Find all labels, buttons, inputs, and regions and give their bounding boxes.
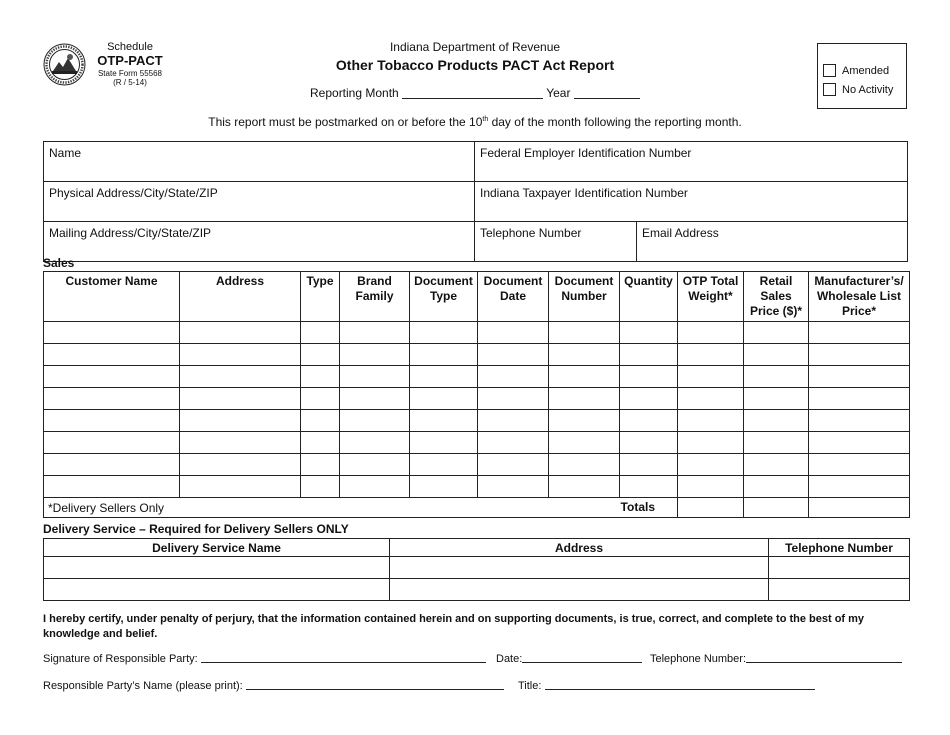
sales-cell[interactable] xyxy=(44,410,180,432)
col-otp-total-weight: OTP Total Weight* xyxy=(678,272,744,322)
title-field[interactable] xyxy=(545,679,815,690)
date-line xyxy=(496,652,642,665)
sales-footer-row xyxy=(44,498,910,518)
col-delivery-service-name: Delivery Service Name xyxy=(44,539,390,557)
sales-cell[interactable] xyxy=(809,432,910,454)
table-row xyxy=(44,410,910,432)
sales-cell[interactable] xyxy=(340,322,410,344)
sales-cell[interactable] xyxy=(809,454,910,476)
sales-cell[interactable] xyxy=(301,344,340,366)
sales-cell[interactable] xyxy=(678,410,744,432)
sales-cell[interactable] xyxy=(744,454,809,476)
sales-cell[interactable] xyxy=(44,322,180,344)
totals-label: Totals xyxy=(620,500,655,514)
col-document-type: Document Type xyxy=(410,272,478,322)
name-field[interactable] xyxy=(44,142,475,182)
sales-cell[interactable] xyxy=(549,454,620,476)
sales-cell[interactable] xyxy=(478,410,549,432)
amended-checkbox[interactable] xyxy=(823,64,836,77)
sales-cell[interactable] xyxy=(809,410,910,432)
sales-cell[interactable] xyxy=(44,454,180,476)
cert-telephone-label: Telephone Number: xyxy=(650,653,747,665)
sales-cell[interactable] xyxy=(744,410,809,432)
state-seal-icon xyxy=(43,43,86,86)
sales-cell[interactable] xyxy=(620,454,678,476)
delivery-name-cell[interactable] xyxy=(44,579,390,601)
sales-cell[interactable] xyxy=(301,476,340,498)
sales-cell[interactable] xyxy=(549,476,620,498)
sales-cell[interactable] xyxy=(809,344,910,366)
sales-cell[interactable] xyxy=(44,366,180,388)
sales-cell[interactable] xyxy=(44,476,180,498)
sales-cell[interactable] xyxy=(678,454,744,476)
delivery-sellers-footnote: *Delivery Sellers Only xyxy=(48,500,165,515)
col-address: Address xyxy=(180,272,301,322)
sales-cell[interactable] xyxy=(340,344,410,366)
sales-cell[interactable] xyxy=(410,366,478,388)
delivery-phone-cell[interactable] xyxy=(769,557,910,579)
sales-cell[interactable] xyxy=(180,476,301,498)
taxpayer-id-label: Indiana Taxpayer Identification Number xyxy=(480,186,688,200)
sales-cell[interactable] xyxy=(678,344,744,366)
schedule-block xyxy=(90,41,170,87)
sales-cell[interactable] xyxy=(410,432,478,454)
physical-address-field[interactable] xyxy=(44,182,475,222)
sales-cell[interactable] xyxy=(301,366,340,388)
no-activity-label: No Activity xyxy=(842,83,894,96)
sales-cell[interactable] xyxy=(340,388,410,410)
sales-cell[interactable] xyxy=(549,344,620,366)
title-line xyxy=(518,679,815,692)
sales-cell[interactable] xyxy=(180,432,301,454)
sales-cell[interactable] xyxy=(44,432,180,454)
sales-cell[interactable] xyxy=(809,388,910,410)
sales-cell[interactable] xyxy=(478,388,549,410)
sales-cell[interactable] xyxy=(44,344,180,366)
reporting-period-line xyxy=(310,86,640,100)
report-title: Other Tobacco Products PACT Act Report xyxy=(335,57,615,73)
sales-cell[interactable] xyxy=(301,410,340,432)
sales-cell[interactable] xyxy=(620,344,678,366)
col-document-date: Document Date xyxy=(478,272,549,322)
col-retail-sales-price: Retail Sales Price ($)* xyxy=(744,272,809,322)
signature-line xyxy=(43,652,486,665)
table-row xyxy=(44,388,910,410)
sales-cell[interactable] xyxy=(410,410,478,432)
notice-text-after: day of the month following the reporting month. xyxy=(488,115,742,129)
reporting-month-label: Reporting Month xyxy=(310,86,399,100)
sales-cell[interactable] xyxy=(620,322,678,344)
sales-cell[interactable] xyxy=(478,454,549,476)
table-row xyxy=(44,579,910,601)
cert-telephone-field[interactable] xyxy=(746,652,902,663)
telephone-label: Telephone Number xyxy=(480,226,582,240)
sales-cell[interactable] xyxy=(620,366,678,388)
sales-cell[interactable] xyxy=(410,388,478,410)
sales-cell[interactable] xyxy=(620,410,678,432)
total-retail-price[interactable] xyxy=(744,498,809,518)
table-row xyxy=(44,557,910,579)
sales-cell[interactable] xyxy=(410,454,478,476)
col-delivery-address: Address xyxy=(390,539,769,557)
sales-cell[interactable] xyxy=(809,322,910,344)
email-label: Email Address xyxy=(642,226,719,240)
sales-cell[interactable] xyxy=(410,476,478,498)
sales-cell[interactable] xyxy=(301,454,340,476)
sales-cell[interactable] xyxy=(180,322,301,344)
sales-cell[interactable] xyxy=(809,366,910,388)
printed-name-field[interactable] xyxy=(246,679,504,690)
col-document-number: Document Number xyxy=(549,272,620,322)
email-field[interactable] xyxy=(637,222,908,262)
sales-cell[interactable] xyxy=(340,410,410,432)
sales-cell[interactable] xyxy=(44,388,180,410)
sales-cell[interactable] xyxy=(478,432,549,454)
department-name: Indiana Department of Revenue xyxy=(389,40,561,54)
mailing-address-field[interactable] xyxy=(44,222,475,262)
sales-cell[interactable] xyxy=(410,344,478,366)
delivery-name-cell[interactable] xyxy=(44,557,390,579)
delivery-address-cell[interactable] xyxy=(390,557,769,579)
signature-label: Signature of Responsible Party: xyxy=(43,653,198,665)
delivery-address-cell[interactable] xyxy=(390,579,769,601)
sales-cell[interactable] xyxy=(301,322,340,344)
table-row xyxy=(44,344,910,366)
sales-cell[interactable] xyxy=(678,322,744,344)
table-row xyxy=(44,366,910,388)
sales-cell[interactable] xyxy=(549,322,620,344)
schedule-label: Schedule xyxy=(107,41,153,53)
sales-cell[interactable] xyxy=(180,454,301,476)
sales-cell[interactable] xyxy=(180,388,301,410)
year-field[interactable] xyxy=(574,86,640,99)
sales-cell[interactable] xyxy=(549,388,620,410)
sales-cell[interactable] xyxy=(744,388,809,410)
col-delivery-telephone: Telephone Number xyxy=(769,539,910,557)
amended-label: Amended xyxy=(842,64,890,77)
sales-section-label: Sales xyxy=(43,256,75,270)
reporting-month-field[interactable] xyxy=(402,86,543,99)
sales-cell[interactable] xyxy=(478,476,549,498)
sales-cell[interactable] xyxy=(809,476,910,498)
sales-cell[interactable] xyxy=(744,344,809,366)
total-otp-weight[interactable] xyxy=(678,498,744,518)
sales-cell[interactable] xyxy=(620,432,678,454)
signature-field[interactable] xyxy=(201,652,486,663)
sales-cell[interactable] xyxy=(340,366,410,388)
col-customer-name: Customer Name xyxy=(44,272,180,322)
telephone-field[interactable] xyxy=(475,222,637,262)
table-row xyxy=(44,476,910,498)
state-form-number: State Form 55568 xyxy=(97,68,163,78)
total-list-price[interactable] xyxy=(809,498,910,518)
col-quantity: Quantity xyxy=(620,272,678,322)
certification-statement: I hereby certify, under penalty of perjury, that the information contained herein and on supporting documents, is true, correct, and complete to the best of my knowledge and belief. xyxy=(43,613,865,640)
sales-cell[interactable] xyxy=(744,366,809,388)
taxpayer-id-field[interactable] xyxy=(475,182,908,222)
fein-label: Federal Employer Identification Number xyxy=(480,146,692,160)
sales-cell[interactable] xyxy=(678,476,744,498)
col-list-price: Manufacturer’s/ Wholesale List Price* xyxy=(809,272,910,322)
form-heading xyxy=(250,40,700,73)
sales-cell[interactable] xyxy=(744,432,809,454)
sales-cell[interactable] xyxy=(744,322,809,344)
sales-header-row xyxy=(44,272,910,322)
notice-text-before: This report must be postmarked on or before the 10 xyxy=(208,115,483,129)
sales-cell[interactable] xyxy=(301,432,340,454)
sales-cell[interactable] xyxy=(340,476,410,498)
physical-address-label: Physical Address/City/State/ZIP xyxy=(49,186,218,200)
footnote-cell xyxy=(44,498,678,518)
sales-rows xyxy=(44,322,910,498)
delivery-service-table xyxy=(43,538,910,601)
sales-cell[interactable] xyxy=(549,432,620,454)
name-label: Name xyxy=(49,146,82,160)
sales-cell[interactable] xyxy=(549,410,620,432)
form-code: OTP-PACT xyxy=(97,52,163,68)
table-row xyxy=(44,322,910,344)
notice-superscript: th xyxy=(482,116,489,123)
sales-cell[interactable] xyxy=(340,432,410,454)
title-label: Title: xyxy=(518,680,542,692)
sales-cell[interactable] xyxy=(478,366,549,388)
sales-table xyxy=(43,271,910,518)
sales-cell[interactable] xyxy=(744,476,809,498)
postmark-notice xyxy=(0,115,950,129)
sales-cell[interactable] xyxy=(180,344,301,366)
delivery-header-row xyxy=(44,539,910,557)
fein-field[interactable] xyxy=(475,142,908,182)
sales-cell[interactable] xyxy=(549,366,620,388)
sales-cell[interactable] xyxy=(301,388,340,410)
sales-cell[interactable] xyxy=(410,322,478,344)
status-box xyxy=(817,43,907,109)
sales-cell[interactable] xyxy=(180,410,301,432)
col-brand-family: Brand Family xyxy=(340,272,410,322)
taxpayer-info-table xyxy=(43,141,908,262)
sales-cell[interactable] xyxy=(678,366,744,388)
delivery-phone-cell[interactable] xyxy=(769,579,910,601)
printed-name-line xyxy=(43,679,504,692)
table-row xyxy=(44,454,910,476)
sales-cell[interactable] xyxy=(620,476,678,498)
sales-cell[interactable] xyxy=(678,388,744,410)
mailing-address-label: Mailing Address/City/State/ZIP xyxy=(49,226,212,240)
date-field[interactable] xyxy=(522,652,642,663)
sales-cell[interactable] xyxy=(180,366,301,388)
no-activity-checkbox[interactable] xyxy=(823,83,836,96)
sales-cell[interactable] xyxy=(678,432,744,454)
amended-option[interactable] xyxy=(823,64,889,77)
sales-cell[interactable] xyxy=(340,454,410,476)
no-activity-option[interactable] xyxy=(823,83,893,96)
date-label: Date: xyxy=(496,653,523,665)
cert-telephone-line xyxy=(650,652,902,665)
form-revision: (R / 5-14) xyxy=(113,77,147,87)
sales-cell[interactable] xyxy=(620,388,678,410)
table-row xyxy=(44,432,910,454)
printed-name-label: Responsible Party’s Name (please print): xyxy=(43,680,243,692)
delivery-section-label: Delivery Service – Required for Delivery Sellers ONLY xyxy=(43,522,349,536)
sales-cell[interactable] xyxy=(478,322,549,344)
col-type: Type xyxy=(301,272,340,322)
sales-cell[interactable] xyxy=(478,344,549,366)
year-label: Year xyxy=(546,86,571,100)
